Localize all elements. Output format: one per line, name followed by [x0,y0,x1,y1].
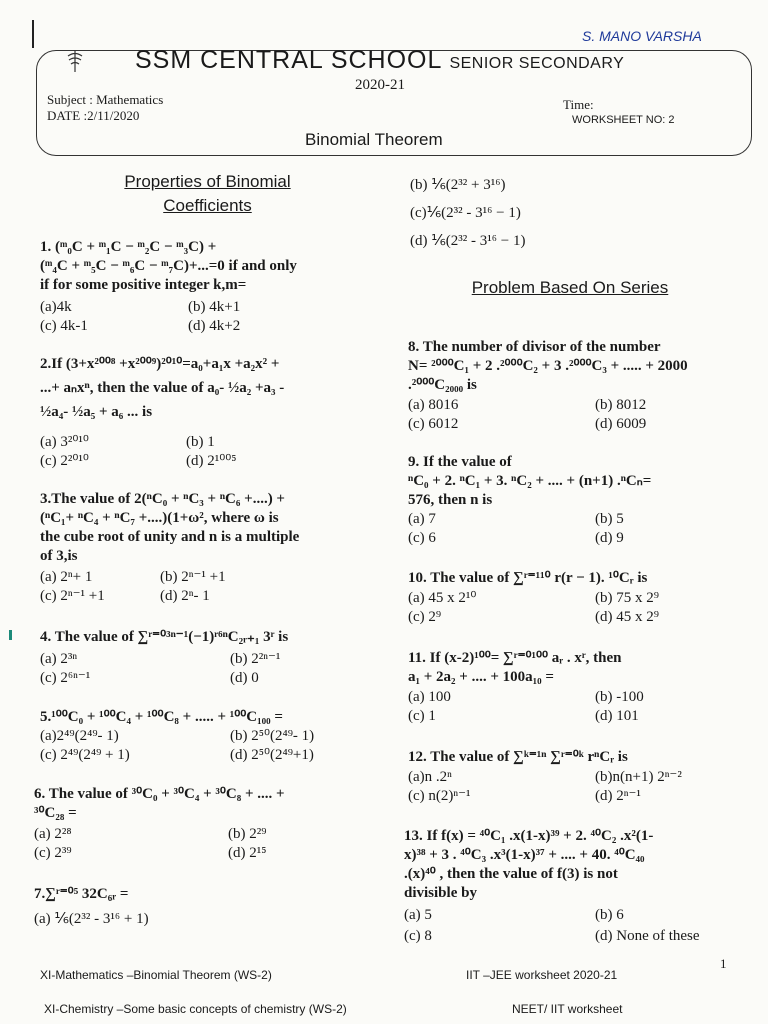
question-text: ³⁰C₂₈ = [34,805,77,821]
subject-label: Subject : Mathematics [47,92,164,107]
option-c: (c)⅙(2³² - 3¹⁶ − 1) [410,205,521,221]
question-11 [408,649,733,687]
question-text: the cube root of unity and n is a multiple [40,529,300,545]
question-10: 10. The value of ∑ʳ⁼¹¹⁰ r(r − 1). ¹⁰Cᵣ is [408,570,648,586]
footer-left-1: XI-Mathematics –Binomial Theorem (WS-2) [40,968,272,982]
option-c: (c) 1 [408,708,436,724]
option-d: (d) 2¹⁰⁰⁵ [186,453,237,469]
question-text: (ᵐ₄C + ᵐ₅C − ᵐ₆C − ᵐ₇C)+...=0 if and only [40,258,297,274]
option-b: (b) 8012 [595,397,647,413]
option-c: (c) 2⁶ⁿ⁻¹ [40,670,91,686]
question-text: 9. If the value of [408,454,512,470]
option-b: (b) 4k+1 [188,299,241,315]
option-d: (d) 2¹⁵ [228,845,267,861]
option-b: (b) 1 [186,434,215,450]
question-text: 13. If f(x) = ⁴⁰C₁ .x(1-x)³⁹ + 2. ⁴⁰C₂ .x²(1- [404,828,654,844]
question-text: ½a₄- ½a₅ + a₆ ... is [40,404,153,420]
question-text: 3.The value of 2(ⁿC₀ + ⁿC₃ + ⁿC₆ +....) + [40,491,285,507]
option-c: (c) 2ⁿ⁻¹ +1 [40,588,105,604]
option-b: (b) 5 [595,511,624,527]
option-c: (c) 2³⁹ [34,845,72,861]
school-name [135,46,624,75]
option-a: (a) 2³ⁿ [40,651,78,667]
question-text: ⁿC₀ + 2. ⁿC₁ + 3. ⁿC₂ + .... + (n+1) .ⁿCₙ= [408,473,652,489]
option-d: (d) ⅙(2³² - 3¹⁶ − 1) [410,233,526,249]
option-c: (c) 4k-1 [40,318,88,334]
option-b: (b) -100 [595,689,644,705]
date-label: DATE :2/11/2020 [47,108,140,123]
school-level: SENIOR SECONDARY [449,55,625,72]
option-a: (a) 100 [408,689,451,705]
question-text: (ⁿC₁+ ⁿC₄ + ⁿC₇ +....)(1+ω², where ω is [40,510,279,526]
option-d: (d) 4k+2 [188,318,241,334]
option-b: (b) ⅙(2³² + 3¹⁶) [410,177,506,193]
margin-mark [9,630,12,640]
section-title-properties [90,172,325,216]
option-a: (a) 3²⁰¹⁰ [40,434,89,450]
option-a: (a) 5 [404,907,432,923]
school-title: SSM CENTRAL SCHOOL [135,46,442,74]
section-title-line-1: Properties of Binomial [124,172,291,191]
option-c: (c) 6 [408,530,436,546]
question-text: .²⁰⁰⁰C₂₀₀₀ is [408,377,477,393]
option-c: (c) 8 [404,928,432,944]
question-9 [408,453,733,510]
option-b: (b) 2²⁹ [228,826,267,842]
question-text: 8. The number of divisor of the number [408,339,661,355]
option-c: (c) 2⁴⁹(2⁴⁹ + 1) [40,747,130,763]
question-5: 5.¹⁰⁰C₀ + ¹⁰⁰C₄ + ¹⁰⁰C₈ + ..... + ¹⁰⁰C₁₀₀ = [40,709,283,725]
school-logo-icon [64,48,86,74]
question-text: N= ²⁰⁰⁰C₁ + 2 .²⁰⁰⁰C₂ + 3 .²⁰⁰⁰C₃ + ..... + 2000 [408,358,688,374]
academic-year: 2020-21 [355,77,405,93]
footer-right-2: NEET/ IIT worksheet [512,1002,623,1016]
option-c: (c) 2⁹ [408,609,442,625]
option-a: (a) 8016 [408,397,459,413]
option-b: (b) 2⁵⁰(2⁴⁹- 1) [230,728,315,744]
question-6 [34,785,374,823]
worksheet-number: WORKSHEET NO: 2 [572,114,675,126]
option-d: (d) 6009 [595,416,647,432]
option-d: (d) 2ⁿ⁻¹ [595,788,641,804]
option-d: (d) 9 [595,530,624,546]
question-text: divisible by [404,885,477,901]
question-text: 11. If (x-2)¹⁰⁰= ∑ʳ⁼⁰¹⁰⁰ aᵣ . xʳ, then [408,650,622,666]
option-b: (b) 6 [595,907,624,923]
question-7: 7.∑ʳ⁼⁰⁵ 32C₆ᵣ = [34,886,129,902]
page-title: Binomial Theorem [305,130,443,149]
option-d: (d) 0 [230,670,259,686]
question-13 [404,827,734,903]
option-a: (a) 2ⁿ+ 1 [40,569,93,585]
question-text: of 3,is [40,548,78,564]
option-a: (a)2⁴⁹(2⁴⁹- 1) [40,728,119,744]
question-1 [40,238,375,295]
footer-right-1: IIT –JEE worksheet 2020-21 [466,968,618,982]
section-title-line-2: Coefficients [163,196,252,215]
question-text: x)³⁸ + 3 . ⁴⁰C₃ .x³(1-x)³⁷ + .... + 40. ⁴⁰C₄₀ [404,847,645,863]
question-text: 6. The value of ³⁰C₀ + ³⁰C₄ + ³⁰C₈ + .... + [34,786,285,802]
question-2 [40,355,375,422]
option-d: (d) 101 [595,708,639,724]
option-a: (a) 7 [408,511,436,527]
option-b: (b)n(n+1) 2ⁿ⁻² [595,769,682,785]
option-b: (b) 2ⁿ⁻¹ +1 [160,569,226,585]
page-number: 1 [720,956,727,971]
question-text: .(x)⁴⁰ , then the value of f(3) is not [404,866,618,882]
footer-left-2: XI-Chemistry –Some basic concepts of chemistry (WS-2) [44,1002,347,1016]
option-b: (b) 75 x 2⁹ [595,590,659,606]
option-c: (c) n(2)ⁿ⁻¹ [408,788,471,804]
option-d: (d) None of these [595,928,700,944]
question-text: 576, then n is [408,492,493,508]
question-12: 12. The value of ∑ᵏ⁼¹ⁿ ∑ʳ⁼⁰ᵏ rⁿCᵣ is [408,749,628,765]
section-title-series: Problem Based On Series [471,278,669,297]
question-4: 4. The value of ∑ʳ⁼⁰³ⁿ⁻¹(−1)ʳ⁶ⁿC₂ᵣ₊₁ 3ʳ is [40,629,289,645]
option-a: (a) 45 x 2¹⁰ [408,590,477,606]
option-d: (d) 45 x 2⁹ [595,609,659,625]
question-8 [408,338,733,395]
option-a: (a)4k [40,299,72,315]
margin-line [32,20,34,48]
time-label: Time: [563,97,594,112]
option-d: (d) 2⁵⁰(2⁴⁹+1) [230,747,314,763]
question-text: ...+ aₙxⁿ, then the value of a₀- ½a₂ +a₃ - [40,380,285,396]
signature: S. MANO VARSHA [582,28,702,44]
question-text: 2.If (3+x²⁰⁰⁸ +x²⁰⁰⁹)²⁰¹⁰=a₀+a₁x +a₂x² + [40,356,280,372]
option-a: (a)n .2ⁿ [408,769,452,785]
question-text: a₁ + 2a₂ + .... + 100a₁₀ = [408,669,554,685]
option-d: (d) 2ⁿ- 1 [160,588,210,604]
option-a: (a) 2²⁸ [34,826,72,842]
option-b: (b) 2²ⁿ⁻¹ [230,651,281,667]
option-c: (c) 6012 [408,416,459,432]
question-text: if for some positive integer k,m= [40,277,247,293]
question-3 [40,490,375,566]
option-a: (a) ⅙(2³² - 3¹⁶ + 1) [34,911,149,927]
option-c: (c) 2²⁰¹⁰ [40,453,89,469]
question-text: 1. (ᵐ₀C + ᵐ₁C − ᵐ₂C − ᵐ₃C) + [40,239,217,255]
